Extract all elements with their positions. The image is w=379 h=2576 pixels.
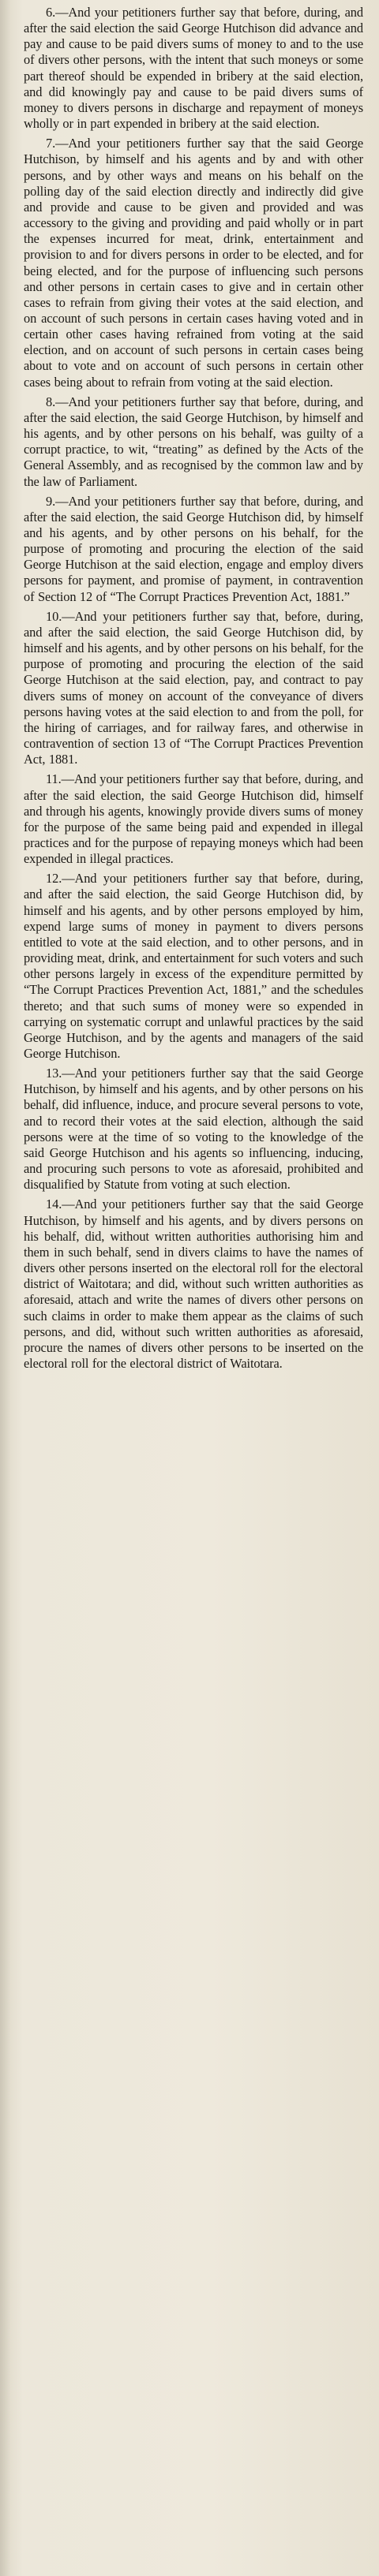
paragraph-13: 13.—And your petitioners further say that the said George Hutchison, by himself and his agents, and by other persons on his behalf, did influence, induce, and procure several persons to vote, and to record their votes at the said election, although the said persons were at the time of so voting to the knowledge of the said George Hutchison and his agents so influencing, inducing, and procuring such persons to vote as aforesaid, prohibited and disqualified by Statute from voting at such election. (24, 1066, 363, 1193)
paragraph-9: 9.—And your petitioners further say that before, during, and after the said election, the said George Hutchison did, by himself and his agents, and by other persons on his behalf, for the purpose of promoting and procuring the election of the said George Hutchison at the said election, engage and employ divers persons for payment, and promise of payment, in contravention of Section 12 of “The Corrupt Practices Prevention Act, 1881.” (24, 493, 363, 604)
paragraph-14: 14.—And your petitioners further say that the said George Hutchison, by himself and his agents, and by divers persons on his behalf, did, without written authorities authorising him and them in such behalf, send in divers claims to have the names of divers other persons inserted on the electoral roll for the electoral district of Waitotara; and did, without such written authorities as aforesaid, attach and write the names of divers other persons on such claims in order to make them appear as the claims of such persons, and did, without such written authorities as aforesaid, procure the names of divers other persons to be inserted on the electoral roll for the electoral district of Waitotara. (24, 1197, 363, 1371)
paragraph-12: 12.—And your petitioners further say that before, during, and after the said election, the said George Hutchison did, by himself and his agents, and by other persons employed by him, expend large sums of money in payment to divers persons entitled to vote at the said election, and to other persons, and in providing meat, drink, and entertainment for such voters and such other persons largely in excess of the expenditure permitted by “The Corrupt Practices Prevention Act, 1881,” and the schedules thereto; and that such sums of money were so expended in carrying on systematic corrupt and unlawful practices by the said George Hutchison, and by the agents and managers of the said George Hutchison. (24, 871, 363, 1061)
paragraph-7: 7.—And your petitioners further say that the said George Hutchison, by himself and his agents and by and with other persons, and by other ways and means on his behalf on the polling day of the said election directly and indirectly did give and provide and cause to be given and provided and was accessory to the giving and providing and paid wholly or in part the expenses incurred for meat, drink, entertainment and provision to and for divers persons in order to be elected, and for being elected, and for the purpose of influencing such persons and other persons in certain cases to give and in certain other cases to refrain from giving their votes at the said election, and on account of such persons in certain cases having voted and in certain other cases having refrained from voting at the said election, and on account of such persons in certain cases being about to vote and on account of such persons in certain other cases being about to refrain from voting at the said election. (24, 136, 363, 390)
paragraph-10: 10.—And your petitioners further say that, before, during, and after the said election, the said George Hutchison did, by himself and his agents, and by other persons on his behalf, for the purpose of promoting and procuring the election of the said George Hutchison at the said election, pay, and contract to pay divers sums of money on account of the conveyance of divers persons having votes at the said election to and from the poll, for the hiring of carriages, and for railway fares, and otherwise in contravention of section 13 of “The Corrupt Practices Prevention Act, 1881. (24, 608, 363, 767)
paragraph-6: 6.—And your petitioners further say that before, during, and after the said election the said George Hutchison did advance and pay and cause to be paid divers sums of money to and to the use of divers other persons, with the intent that such moneys or some part thereof should be expended in bribery at the said election, and did knowingly pay and cause to be paid divers sums of money to divers persons in discharge and repayment of moneys wholly or in part expended in bribery at the said election. (24, 5, 363, 132)
paragraph-11: 11.—And your petitioners further say that before, during, and after the said election, the said George Hutchison did, himself and through his agents, knowingly provide divers sums of money for the purpose of the same being paid and expended in illegal practices and for the purpose of repaying moneys which had been expended in illegal practices. (24, 771, 363, 867)
paragraph-8: 8.—And your petitioners further say that before, during, and after the said election, the said George Hutchison, by himself and his agents, and by other persons on his behalf, was guilty of a corrupt practice, to wit, “treating” as defined by the Acts of the General Assembly, and as recognised by the common law and by the law of Parliament. (24, 394, 363, 489)
